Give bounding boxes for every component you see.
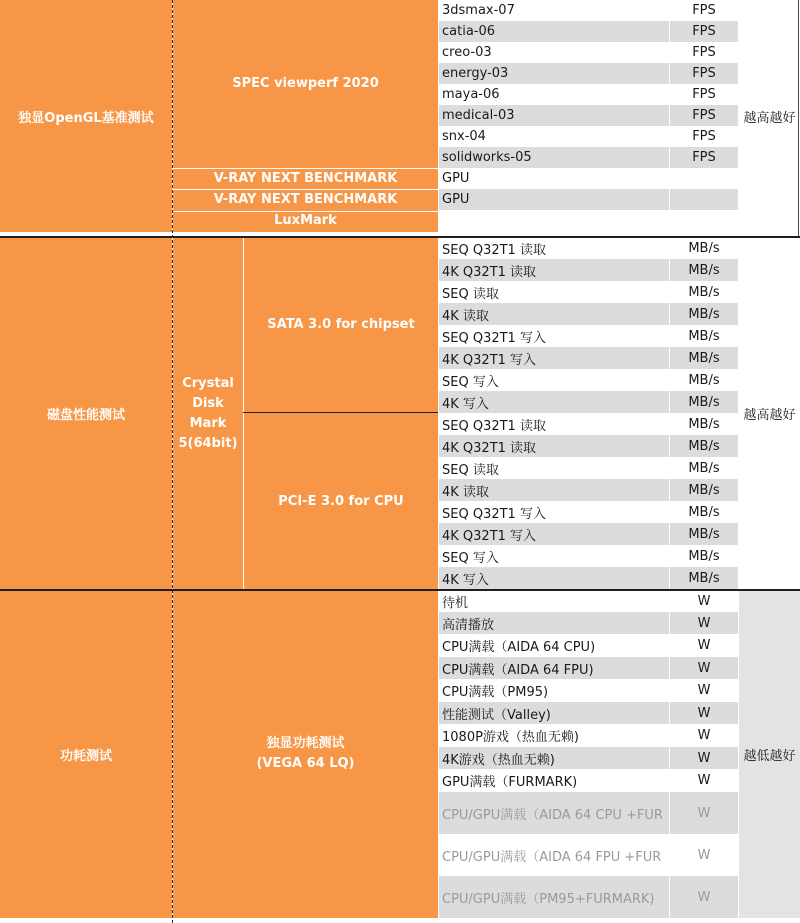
category-cell: 独显OpenGL基准测试 (0, 0, 172, 232)
test-item-name: SEQ 读取 (439, 457, 669, 479)
test-item-unit: MB/s (670, 457, 738, 479)
test-item-name: 性能测试（Valley) (439, 702, 669, 724)
test-item-name: 4K 读取 (439, 479, 669, 501)
test-item-name: snx-04 (439, 126, 669, 147)
test-item-unit: MB/s (670, 303, 738, 325)
group-cell: V-RAY NEXT BENCHMARK (173, 168, 438, 189)
test-item-name: creo-03 (439, 42, 669, 63)
test-item-unit: FPS (670, 42, 738, 63)
test-item-unit: FPS (670, 105, 738, 126)
test-item-unit: W (670, 657, 738, 679)
test-item-unit: MB/s (670, 281, 738, 303)
test-item-name: SEQ Q32T1 读取 (439, 413, 669, 435)
group-cell: V-RAY NEXT BENCHMARK (173, 189, 438, 210)
test-item-unit: FPS (670, 147, 738, 168)
test-item-unit: MB/s (670, 479, 738, 501)
grid-line (243, 412, 438, 413)
test-item-name: 4K Q32T1 写入 (439, 523, 669, 545)
test-item-name: 1080P游戏（热血无赖) (439, 724, 669, 747)
test-item-name: 4K Q32T1 写入 (439, 347, 669, 369)
test-item-name: 4K Q32T1 读取 (439, 259, 669, 281)
test-item-name: 4K 写入 (439, 391, 669, 413)
test-item-name: GPU满载（FURMARK) (439, 769, 669, 792)
test-item-name: CPU/GPU满载（AIDA 64 FPU +FUR (439, 834, 669, 876)
test-item-name: CPU/GPU满载（PM95+FURMARK) (439, 876, 669, 918)
grid-line (172, 0, 173, 923)
grid-line (173, 189, 438, 190)
test-item-name: catia-06 (439, 21, 669, 42)
test-item-name: SEQ Q32T1 写入 (439, 325, 669, 347)
grid-line (798, 0, 799, 236)
test-item-name: medical-03 (439, 105, 669, 126)
test-item-unit: MB/s (670, 435, 738, 457)
group-cell: 独显功耗测试 (VEGA 64 LQ) (173, 590, 438, 918)
test-item-unit: MB/s (670, 259, 738, 281)
test-item-name: 4K游戏（热血无赖) (439, 747, 669, 769)
test-item-name: 4K 写入 (439, 567, 669, 590)
note-cell: 越低越好 (739, 590, 800, 918)
test-item-unit: FPS (670, 63, 738, 84)
test-item-name: CPU/GPU满载（AIDA 64 CPU +FUR (439, 792, 669, 834)
test-item-unit (670, 189, 738, 210)
test-item-unit: MB/s (670, 413, 738, 435)
grid-line (173, 168, 438, 169)
test-item-unit: MB/s (670, 545, 738, 567)
test-item-unit: FPS (670, 21, 738, 42)
test-item-unit: FPS (670, 84, 738, 105)
test-item-name: 3dsmax-07 (439, 0, 669, 21)
test-item-name: energy-03 (439, 63, 669, 84)
test-item-name: solidworks-05 (439, 147, 669, 168)
test-item-name: CPU满载（AIDA 64 CPU) (439, 634, 669, 657)
test-item-unit: FPS (670, 0, 738, 21)
test-item-unit: W (670, 834, 738, 876)
test-item-name: 4K 读取 (439, 303, 669, 325)
group-cell: LuxMark (173, 210, 438, 232)
test-item-unit: W (670, 590, 738, 612)
test-item-unit: W (670, 769, 738, 792)
grid-line (0, 236, 800, 238)
test-item-unit: W (670, 612, 738, 634)
test-item-name (439, 210, 669, 232)
test-item-unit: MB/s (670, 369, 738, 391)
test-item-name: SEQ 写入 (439, 545, 669, 567)
test-item-name: SEQ 写入 (439, 369, 669, 391)
test-item-name: SEQ Q32T1 写入 (439, 501, 669, 523)
test-item-name: SEQ Q32T1 读取 (439, 237, 669, 259)
test-item-name: 高清播放 (439, 612, 669, 634)
group-cell: SPEC viewperf 2020 (173, 0, 438, 168)
test-item-unit: FPS (670, 126, 738, 147)
test-item-name: GPU (439, 189, 669, 210)
test-item-unit: MB/s (670, 391, 738, 413)
test-item-unit: MB/s (670, 347, 738, 369)
test-item-unit: W (670, 724, 738, 747)
group-cell: PCI-E 3.0 for CPU (244, 413, 438, 590)
category-cell: 磁盘性能测试 (0, 237, 172, 590)
group-cell: SATA 3.0 for chipset (244, 237, 438, 413)
test-item-name: CPU满载（PM95) (439, 679, 669, 702)
tool-cell: Crystal Disk Mark 5(64bit) (173, 237, 243, 590)
test-item-name: CPU满载（AIDA 64 FPU) (439, 657, 669, 679)
test-item-unit: W (670, 792, 738, 834)
test-item-unit: W (670, 679, 738, 702)
test-item-unit: MB/s (670, 237, 738, 259)
test-item-name: 4K Q32T1 读取 (439, 435, 669, 457)
grid-line (0, 589, 800, 591)
category-cell: 功耗测试 (0, 590, 172, 918)
test-item-name: 待机 (439, 590, 669, 612)
test-item-unit: W (670, 876, 738, 918)
test-item-unit (670, 210, 738, 232)
grid-line (243, 237, 244, 590)
test-item-unit: W (670, 634, 738, 657)
test-item-unit: MB/s (670, 501, 738, 523)
test-item-unit: W (670, 747, 738, 769)
test-item-name: SEQ 读取 (439, 281, 669, 303)
note-cell: 越高越好 (739, 0, 800, 232)
test-item-unit: MB/s (670, 523, 738, 545)
test-item-name: GPU (439, 168, 669, 189)
test-item-name: maya-06 (439, 84, 669, 105)
test-item-unit: W (670, 702, 738, 724)
test-item-unit: MB/s (670, 325, 738, 347)
note-cell: 越高越好 (739, 237, 800, 590)
grid-line (173, 211, 438, 212)
test-item-unit (670, 168, 738, 189)
test-item-unit: MB/s (670, 567, 738, 590)
